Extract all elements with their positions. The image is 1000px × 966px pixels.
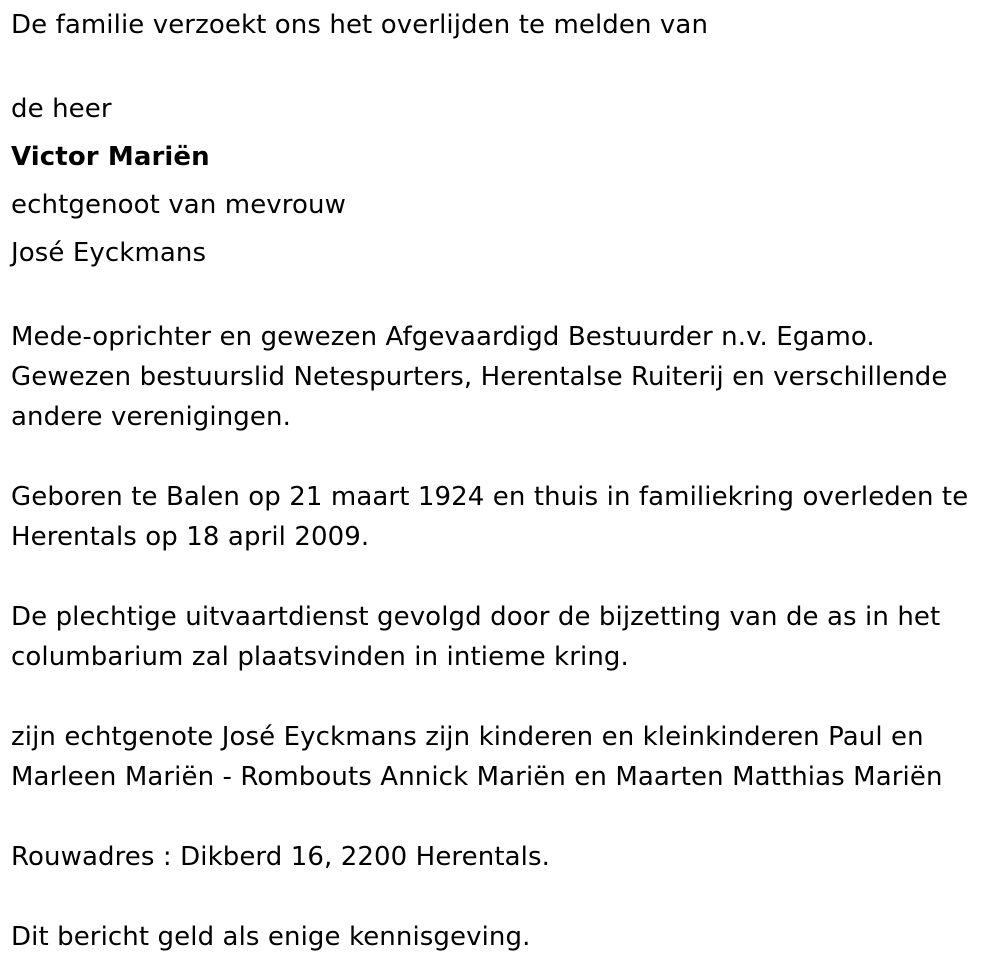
career-text: Mede-oprichter en gewezen Afgevaardigd Bestuurder n.v. Egamo. Gewezen bestuurslid Netespurters, Herentalse Ruiterij en verschillende andere verenigingen. [11,322,948,432]
intro-text: De familie verzoekt ons het overlijden te melden van [11,10,709,40]
deceased-name: Victor Mariën [11,142,210,172]
ceremony-text: De plechtige uitvaartdienst gevolgd door de bijzetting van de as in het columbarium zal plaatsvinden in intieme kring. [11,602,941,672]
spouse-name-text: José Eyckmans [11,238,207,268]
address-text: Rouwadres : Dikberd 16, 2200 Herentals. [11,842,550,872]
spouse-prefix-text: echtgenoot van mevrouw [11,190,346,220]
family-text: zijn echtgenote José Eyckmans zijn kinderen en kleinkinderen Paul en Marleen Mariën - Rombouts Annick Mariën en Maarten Matthias Mariën [11,722,943,792]
birth-death-text: Geboren te Balen op 21 maart 1924 en thuis in familiekring overleden te Herentals op 18 april 2009. [11,482,969,552]
title-text: de heer [11,94,112,124]
obituary-notice [11,5,991,957]
closing-text: Dit bericht geld als enige kennisgeving. [11,922,531,952]
